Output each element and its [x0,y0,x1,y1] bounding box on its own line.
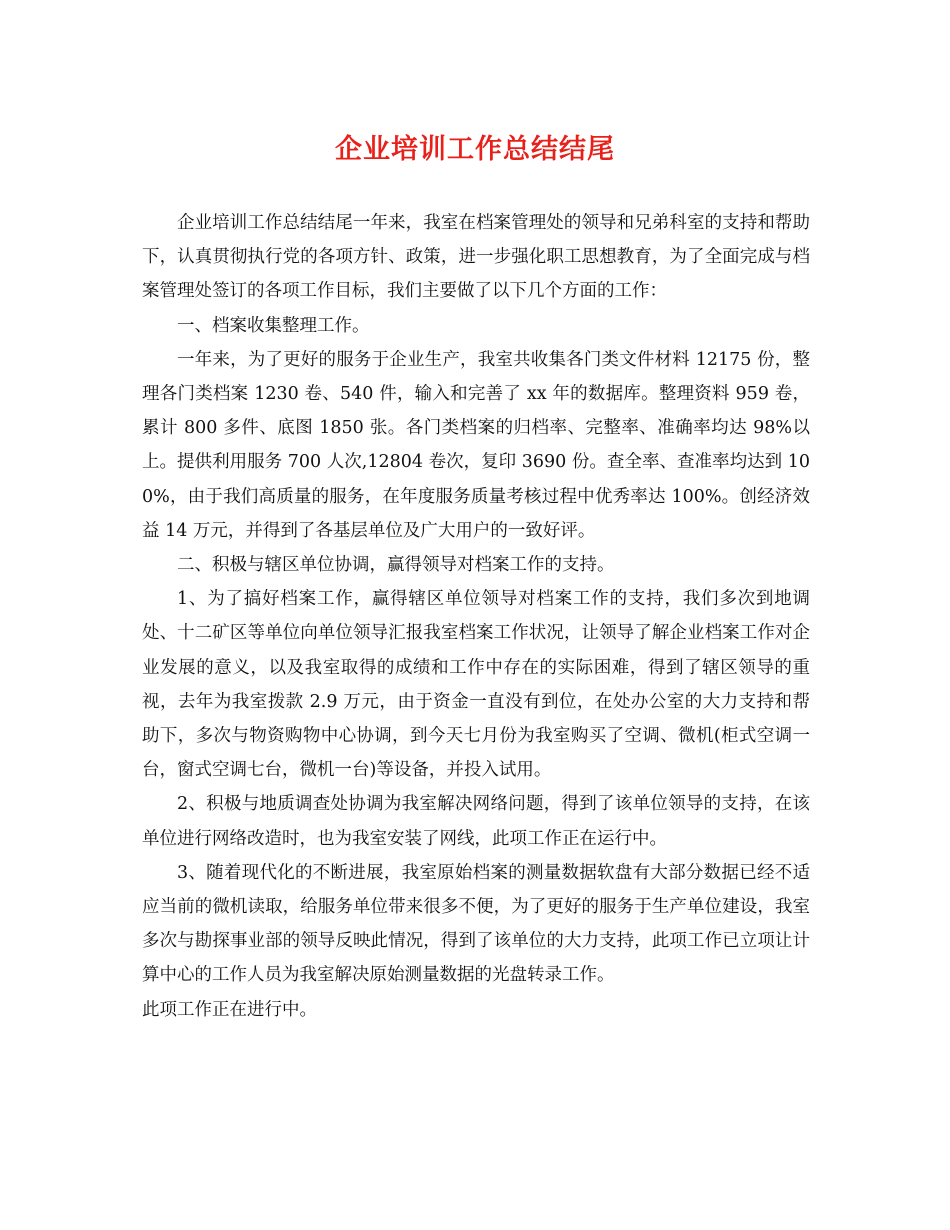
document-title: 企业培训工作总结结尾 [335,134,615,165]
section-heading-2: 二、积极与辖区单位协调，赢得领导对档案工作的支持。 [177,555,615,576]
document-body [142,206,810,1027]
paragraph-archive-collection: 一年来，为了更好的服务于企业生产，我室共收集各门类文件材料 12175 份，整理各门类档案 1230 卷、540 件，输入和完善了 xx 年的数据库。整理资料 959 卷，累计 800 多件、底图 1850 张。各门类档案的归档率、完整率、准确率均达 98%以上。提供利用服务 700 人次,12804 卷次，复印 3690 份。查全率、查准率均达到 100%，由于我们高质量的服务，在年度服务质量考核过程中优秀率达 100%。创经济效益 14 万元，并得到了各基层单位及广大用户的一致好评。 [142,349,810,541]
section-heading-1: 一、档案收集整理工作。 [177,315,370,336]
paragraph-intro: 企业培训工作总结结尾一年来，我室在档案管理处的领导和兄弟科室的支持和帮助下，认真贯彻执行党的各项方针、政策，进一步强化职工思想教育，为了全面完成与档案管理处签订的各项工作目标，我们主要做了以下几个方面的工作： [142,213,810,302]
paragraph-closing-line: 此项工作正在进行中。 [142,999,317,1020]
paragraph-item-2: 2、积极与地质调查处协调为我室解决网络问题，得到了该单位领导的支持，在该单位进行网络改造时，也为我室安装了网线，此项工作正在运行中。 [142,794,810,849]
paragraph-item-3: 3、随着现代化的不断进展，我室原始档案的测量数据软盘有大部分数据已经不适应当前的微机读取，给服务单位带来很多不便，为了更好的服务于生产单位建设，我室多次与勘探事业部的领导反映此情况，得到了该单位的大力支持，此项工作已立项让计算中心的工作人员为我室解决原始测量数据的光盘转录工作。 [142,862,810,986]
paragraph-item-1: 1、为了搞好档案工作，赢得辖区单位领导对档案工作的支持，我们多次到地调处、十二矿区等单位向单位领导汇报我室档案工作状况，让领导了解企业档案工作对企业发展的意义，以及我室取得的成绩和工作中存在的实际困难，得到了辖区领导的重视，去年为我室拨款 2.9 万元，由于资金一直没有到位，在处办公室的大力支持和帮助下，多次与物资购物中心协调，到今天七月份为我室购买了空调、微机(柜式空调一台，窗式空调七台，微机一台)等设备，并投入试用。 [142,589,810,781]
